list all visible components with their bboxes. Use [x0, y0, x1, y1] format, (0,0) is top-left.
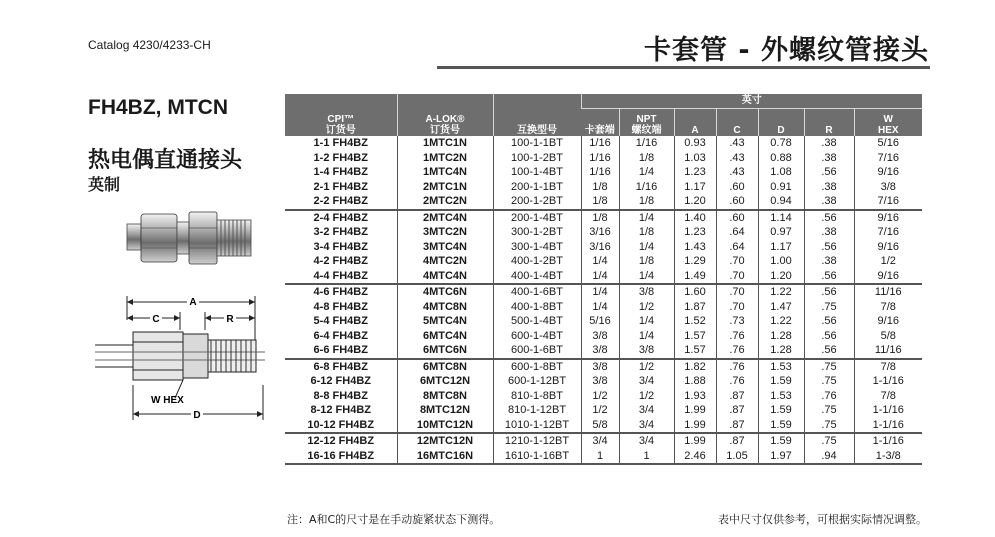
table-cell: 1/8 — [619, 225, 674, 240]
table-row — [285, 359, 922, 375]
table-cell: .87 — [716, 433, 758, 449]
table-cell: 1610-1-16BT — [493, 449, 581, 465]
table-cell: 1.05 — [716, 449, 758, 465]
table-cell: 6-12 FH4BZ — [310, 375, 372, 388]
table-cell: .87 — [716, 403, 758, 418]
table-cell: 3/4 — [619, 374, 674, 389]
table-cell: 1.53 — [758, 389, 804, 404]
table-cell: 1.59 — [758, 418, 804, 434]
table-cell: 1.99 — [674, 418, 716, 434]
table-cell: 1/16 — [619, 136, 674, 151]
table-cell: 1/4 — [619, 240, 674, 255]
table-cell: 1-1/16 — [854, 374, 922, 389]
table-cell: .56 — [804, 284, 854, 300]
table-cell: .38 — [804, 194, 854, 210]
table-cell: 7/16 — [854, 194, 922, 210]
table-cell: 1.28 — [758, 343, 804, 359]
table-cell: 1/8 — [619, 194, 674, 210]
table-cell: 0.78 — [758, 136, 804, 151]
table-cell: 9/16 — [854, 269, 922, 285]
table-cell: 1-3/8 — [854, 449, 922, 465]
table-cell: .60 — [716, 194, 758, 210]
table-cell: 400-1-2BT — [493, 254, 581, 269]
table-cell: 1/4 — [581, 284, 619, 300]
table-row — [285, 389, 922, 404]
table-cell: 9/16 — [854, 165, 922, 180]
table-cell: .87 — [716, 418, 758, 434]
table-row — [285, 449, 922, 465]
col-header-c: C — [716, 108, 758, 136]
table-cell: 11/16 — [854, 343, 922, 359]
table-cell: .38 — [804, 136, 854, 151]
table-cell: .56 — [804, 165, 854, 180]
table-cell: 1MTC4N — [397, 165, 493, 180]
table-cell: 9/16 — [854, 210, 922, 226]
table-cell: .73 — [716, 314, 758, 329]
table-row — [285, 225, 922, 240]
table-cell: 0.97 — [758, 225, 804, 240]
table-cell: 1.23 — [674, 165, 716, 180]
table-cell: 1.99 — [674, 433, 716, 449]
table-cell: .60 — [716, 210, 758, 226]
table-cell: 1.53 — [758, 359, 804, 375]
table-cell: 4-6 FH4BZ — [285, 284, 397, 300]
table-cell: 3/4 — [619, 433, 674, 449]
table-cell: 3-2 FH4BZ — [313, 226, 368, 239]
table-cell: 7/8 — [854, 389, 922, 404]
table-cell: 500-1-4BT — [493, 314, 581, 329]
table-cell: 1.22 — [758, 284, 804, 300]
table-cell: 1-4 FH4BZ — [313, 166, 368, 179]
table-cell: 1/4 — [619, 210, 674, 226]
table-row — [285, 374, 922, 389]
table-row — [285, 314, 922, 329]
table-cell: 400-1-4BT — [493, 269, 581, 285]
table-cell: .56 — [804, 210, 854, 226]
table-cell: 1.20 — [674, 194, 716, 210]
table-cell: 3/8 — [854, 180, 922, 195]
table-cell: 3/8 — [581, 359, 619, 375]
table-cell: 1.00 — [758, 254, 804, 269]
table-cell: 1.28 — [758, 329, 804, 344]
table-cell: 300-1-4BT — [493, 240, 581, 255]
label-d: D — [193, 410, 201, 421]
table-cell: 5/8 — [854, 329, 922, 344]
table-cell: 4-8 FH4BZ — [313, 300, 368, 313]
table-cell: 1.59 — [758, 433, 804, 449]
table-cell: 1/16 — [581, 136, 619, 151]
table-cell: 1/2 — [619, 389, 674, 404]
table-cell: 600-1-8BT — [493, 359, 581, 375]
table-cell: 2MTC1N — [397, 180, 493, 195]
footnote-reference: 表中尺寸仅供参考，可根据实际情况调整。 — [718, 513, 927, 526]
table-cell: 1/16 — [581, 151, 619, 166]
table-cell: 8-8 FH4BZ — [313, 389, 368, 402]
table-cell: .87 — [716, 389, 758, 404]
table-cell: .56 — [804, 240, 854, 255]
table-cell: 1010-1-12BT — [493, 418, 581, 434]
table-cell: .43 — [716, 165, 758, 180]
col-header-w-hex: W HEX — [854, 108, 922, 136]
table-cell: 1.17 — [758, 240, 804, 255]
table-cell: 2MTC4N — [397, 210, 493, 226]
table-cell: 4MTC4N — [397, 269, 493, 285]
table-cell: 3/4 — [581, 433, 619, 449]
table-row — [285, 403, 922, 418]
table-cell: .64 — [716, 240, 758, 255]
table-cell: .56 — [804, 314, 854, 329]
table-cell: .76 — [716, 329, 758, 344]
table-cell: .56 — [804, 329, 854, 344]
table-cell: 1.49 — [674, 269, 716, 285]
table-cell: 16-16 FH4BZ — [285, 449, 397, 465]
table-cell: 1210-1-12BT — [493, 433, 581, 449]
table-cell: 6MTC6N — [397, 343, 493, 359]
table-cell: 12MTC12N — [397, 433, 493, 449]
table-cell: 1/8 — [619, 151, 674, 166]
table-cell: 2-2 FH4BZ — [313, 195, 368, 208]
table-cell: 1/4 — [619, 329, 674, 344]
table-cell: 10MTC12N — [397, 418, 493, 434]
table-cell: .75 — [804, 359, 854, 375]
table-cell: 1-1/16 — [854, 403, 922, 418]
table-row — [285, 165, 922, 180]
table-cell: 7/8 — [854, 359, 922, 375]
table-cell: 1-1 FH4BZ — [313, 137, 368, 150]
table-cell: 6MTC12N — [397, 374, 493, 389]
table-cell: 1MTC1N — [397, 136, 493, 151]
table-cell: 9/16 — [854, 314, 922, 329]
table-cell: 1/8 — [581, 210, 619, 226]
table-cell: 4-4 FH4BZ — [313, 269, 368, 282]
table-cell: 0.91 — [758, 180, 804, 195]
table-cell: .76 — [716, 343, 758, 359]
table-cell: 1.43 — [674, 240, 716, 255]
table-cell: 3/8 — [581, 374, 619, 389]
table-cell: 1.82 — [674, 359, 716, 375]
table-cell: .70 — [716, 284, 758, 300]
table-cell: 6-8 FH4BZ — [285, 359, 397, 375]
catalog-number: Catalog 4230/4233-CH — [88, 38, 211, 52]
table-cell: 100-1-2BT — [493, 151, 581, 166]
product-subtitle: 热电偶直通接头 — [88, 148, 243, 173]
table-cell: 200-1-1BT — [493, 180, 581, 195]
table-cell: 1.14 — [758, 210, 804, 226]
page-title: 卡套管 - 外螺纹管接头 — [643, 35, 929, 66]
table-cell: 3/16 — [581, 225, 619, 240]
table-cell: 1 — [581, 449, 619, 465]
table-cell: 5/8 — [581, 418, 619, 434]
table-cell: 810-1-12BT — [493, 403, 581, 418]
table-cell: 3/4 — [619, 403, 674, 418]
table-cell: 1.52 — [674, 314, 716, 329]
table-cell: .38 — [804, 180, 854, 195]
table-cell: 7/8 — [854, 300, 922, 315]
table-cell: 6MTC8N — [397, 359, 493, 375]
table-cell: 3-4 FH4BZ — [313, 240, 368, 253]
table-cell: 11/16 — [854, 284, 922, 300]
table-row — [285, 194, 922, 210]
table-cell: 2-4 FH4BZ — [285, 210, 397, 226]
table-row — [285, 300, 922, 315]
table-cell: 1/4 — [581, 300, 619, 315]
table-cell: 1/2 — [619, 359, 674, 375]
table-cell: 1.29 — [674, 254, 716, 269]
table-row — [285, 418, 922, 434]
table-row — [285, 284, 922, 300]
table-cell: 1/2 — [581, 389, 619, 404]
dimension-diagram — [95, 290, 285, 425]
table-cell: 1.99 — [674, 403, 716, 418]
col-header-a: A — [674, 108, 716, 136]
table-cell: .75 — [804, 433, 854, 449]
table-cell: 7/16 — [854, 225, 922, 240]
table-row — [285, 180, 922, 195]
table-cell: 8-12 FH4BZ — [310, 404, 372, 417]
table-cell: 1.40 — [674, 210, 716, 226]
table-cell: 1.59 — [758, 374, 804, 389]
table-row — [285, 151, 922, 166]
table-row — [285, 329, 922, 344]
table-cell: 1MTC2N — [397, 151, 493, 166]
table-cell: .43 — [716, 136, 758, 151]
table-cell: 1/4 — [619, 314, 674, 329]
table-cell: 1.57 — [674, 343, 716, 359]
table-cell: 9/16 — [854, 240, 922, 255]
table-cell: 0.88 — [758, 151, 804, 166]
table-cell: 1.08 — [758, 165, 804, 180]
table-cell: .70 — [716, 254, 758, 269]
table-cell: 600-1-12BT — [493, 374, 581, 389]
table-cell: 4MTC8N — [397, 300, 493, 315]
table-cell: 2.46 — [674, 449, 716, 465]
table-cell: 4MTC6N — [397, 284, 493, 300]
table-cell: 1/16 — [581, 165, 619, 180]
table-cell: 2MTC2N — [397, 194, 493, 210]
table-cell: 1-2 FH4BZ — [313, 151, 368, 164]
table-cell: 200-1-4BT — [493, 210, 581, 226]
table-cell: 1.17 — [674, 180, 716, 195]
label-c: C — [152, 314, 160, 325]
table-cell: 1-1/16 — [854, 433, 922, 449]
col-header-cpi: CPI™ 订货号 — [285, 94, 397, 136]
table-cell: 2-1 FH4BZ — [313, 180, 368, 193]
table-cell: 6MTC4N — [397, 329, 493, 344]
table-cell: 1.22 — [758, 314, 804, 329]
table-cell: 1.03 — [674, 151, 716, 166]
table-cell: .56 — [804, 343, 854, 359]
table-cell: 0.93 — [674, 136, 716, 151]
table-cell: 7/16 — [854, 151, 922, 166]
table-cell: 1-1/16 — [854, 418, 922, 434]
product-unit-label: 英制 — [88, 175, 121, 194]
table-row — [285, 343, 922, 359]
table-cell: 1 — [619, 449, 674, 465]
table-cell: 5/16 — [854, 136, 922, 151]
table-row — [285, 433, 922, 449]
table-cell: 1/4 — [581, 254, 619, 269]
col-header-npt: NPT 螺纹端 — [619, 108, 674, 136]
table-cell: 10-12 FH4BZ — [307, 418, 375, 431]
table-cell: 3MTC4N — [397, 240, 493, 255]
table-cell: 1.88 — [674, 374, 716, 389]
table-cell: .75 — [804, 403, 854, 418]
table-cell: .76 — [804, 389, 854, 404]
table-cell: 600-1-6BT — [493, 343, 581, 359]
table-cell: .94 — [804, 449, 854, 465]
table-cell: 8MTC12N — [397, 403, 493, 418]
table-cell: 100-1-4BT — [493, 165, 581, 180]
table-cell: 5/16 — [581, 314, 619, 329]
table-row — [285, 136, 922, 151]
table-cell: 3/8 — [581, 329, 619, 344]
table-cell: 100-1-1BT — [493, 136, 581, 151]
label-w-hex: W HEX — [151, 395, 184, 406]
table-cell: .76 — [716, 359, 758, 375]
table-cell: 5-4 FH4BZ — [313, 315, 368, 328]
table-row — [285, 269, 922, 285]
table-row — [285, 210, 922, 226]
table-cell: 1/2 — [854, 254, 922, 269]
fitting-photo — [125, 206, 255, 270]
table-cell: 400-1-6BT — [493, 284, 581, 300]
col-header-tube-end: 卡套端 — [581, 108, 619, 136]
dimension-table — [285, 94, 922, 465]
table-cell: 1.23 — [674, 225, 716, 240]
table-cell: 3/8 — [619, 343, 674, 359]
table-cell: 810-1-8BT — [493, 389, 581, 404]
table-cell: 1.59 — [758, 403, 804, 418]
table-cell: .76 — [716, 374, 758, 389]
table-cell: .70 — [716, 269, 758, 285]
product-title: FH4BZ, MTCN — [88, 96, 228, 119]
col-header-interchange: 互换型号 — [493, 94, 581, 136]
table-cell: .70 — [716, 300, 758, 315]
table-cell: 1/8 — [581, 180, 619, 195]
table-cell: 1/16 — [619, 180, 674, 195]
table-cell: 4MTC2N — [397, 254, 493, 269]
table-cell: 300-1-2BT — [493, 225, 581, 240]
table-cell: 1/8 — [619, 254, 674, 269]
table-cell: .38 — [804, 254, 854, 269]
table-cell: 1.60 — [674, 284, 716, 300]
label-a: A — [189, 297, 197, 308]
table-cell: 1/4 — [619, 269, 674, 285]
table-cell: 6-4 FH4BZ — [313, 329, 368, 342]
table-cell: 8MTC8N — [397, 389, 493, 404]
table-cell: 5MTC4N — [397, 314, 493, 329]
table-cell: .43 — [716, 151, 758, 166]
table-cell: 1/2 — [619, 300, 674, 315]
col-header-r: R — [804, 108, 854, 136]
table-cell: 3/4 — [619, 418, 674, 434]
table-cell: 3/16 — [581, 240, 619, 255]
table-cell: 1/8 — [581, 194, 619, 210]
label-r: R — [226, 314, 234, 325]
table-cell: 0.94 — [758, 194, 804, 210]
table-cell: .75 — [804, 374, 854, 389]
table-cell: .60 — [716, 180, 758, 195]
table-cell: 1/4 — [581, 269, 619, 285]
table-cell: 16MTC16N — [397, 449, 493, 465]
footnote-measurement: 注：A和C的尺寸是在手动旋紧状态下测得。 — [287, 513, 501, 526]
table-cell: 600-1-4BT — [493, 329, 581, 344]
table-cell: 1/2 — [581, 403, 619, 418]
table-cell: 1.87 — [674, 300, 716, 315]
table-cell: 200-1-2BT — [493, 194, 581, 210]
col-header-d: D — [758, 108, 804, 136]
table-cell: 1.20 — [758, 269, 804, 285]
table-cell: .75 — [804, 300, 854, 315]
title-rule — [437, 66, 930, 69]
table-cell: 3/8 — [619, 284, 674, 300]
group-header-inch: 英寸 — [581, 94, 922, 108]
table-cell: 1.47 — [758, 300, 804, 315]
table-cell: .75 — [804, 418, 854, 434]
table-cell: 1/4 — [619, 165, 674, 180]
table-row — [285, 240, 922, 255]
table-cell: 4-2 FH4BZ — [313, 255, 368, 268]
table-cell: 12-12 FH4BZ — [285, 433, 397, 449]
table-cell: .64 — [716, 225, 758, 240]
table-cell: 1.93 — [674, 389, 716, 404]
col-header-alok: A-LOK® 订货号 — [397, 94, 493, 136]
table-cell: 1.97 — [758, 449, 804, 465]
table-cell: .38 — [804, 225, 854, 240]
table-cell: 6-6 FH4BZ — [313, 344, 368, 357]
table-row — [285, 254, 922, 269]
table-cell: .56 — [804, 269, 854, 285]
table-cell: 3MTC2N — [397, 225, 493, 240]
table-cell: .38 — [804, 151, 854, 166]
table-cell: 1.57 — [674, 329, 716, 344]
table-cell: 400-1-8BT — [493, 300, 581, 315]
table-cell: 3/8 — [581, 343, 619, 359]
